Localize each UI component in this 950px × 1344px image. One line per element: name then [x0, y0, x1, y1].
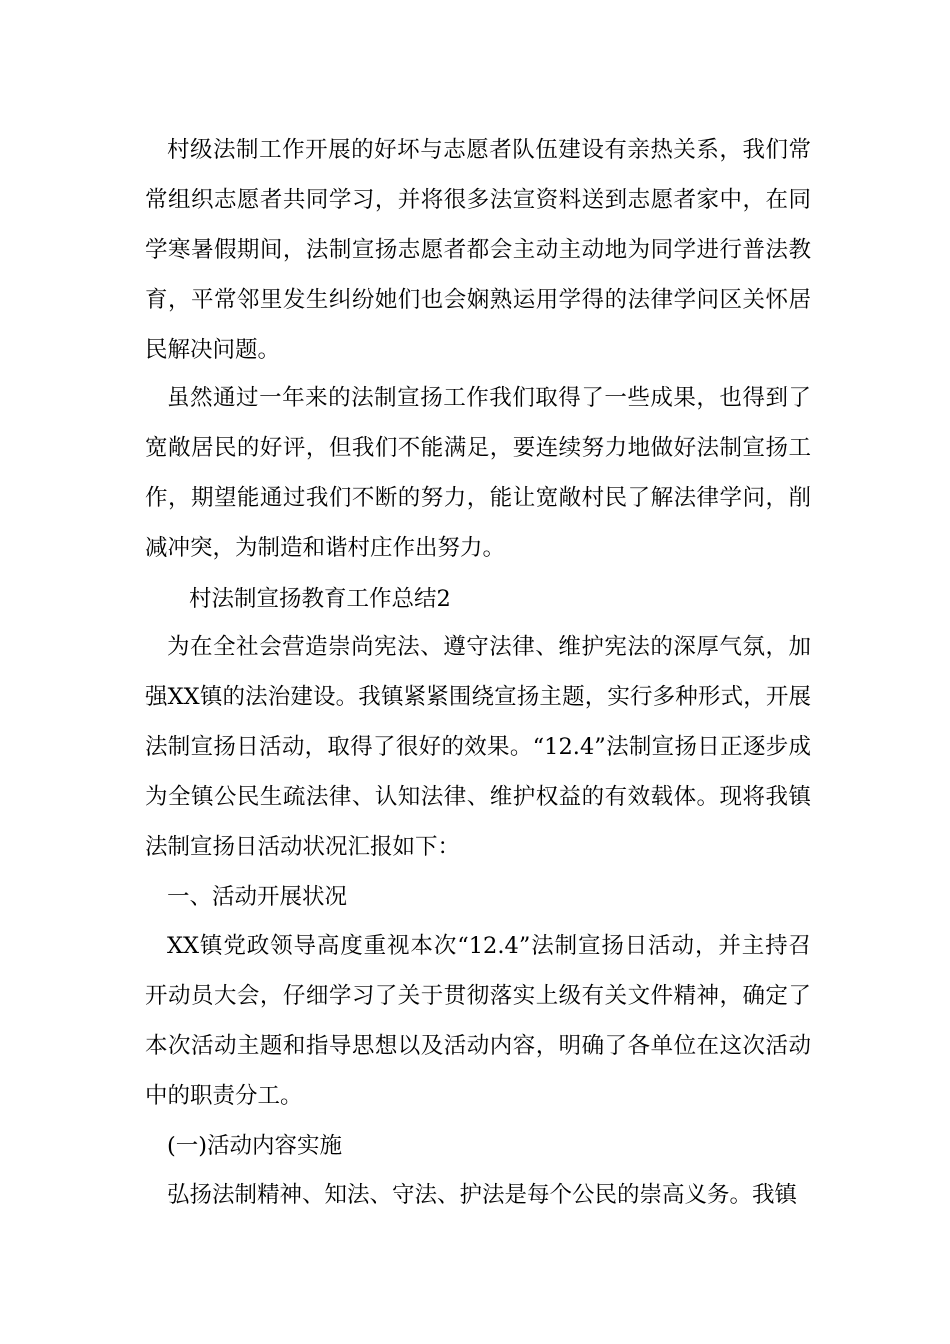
paragraph-legal-atmosphere: 为在全社会营造崇尚宪法、遵守法律、维护宪法的深厚气氛，加强XX镇的法治建设。我镇紧紧围绕宣扬主题，实行多种形式，开展法制宣扬日活动，取得了很好的效果。“12.4”法制宣扬日正逐步成为全镇公民生疏法律、认知法律、维护权益的有效载体。现将我镇法制宣扬日活动状况汇报如下： — [145, 634, 811, 860]
heading-activity-status: 一、活动开展状况 — [167, 884, 348, 910]
heading-activity-content: (一)活动内容实施 — [167, 1133, 343, 1159]
paragraph-legal-spirit: 弘扬法制精神、知法、守法、护法是每个公民的崇高义务。我镇 — [167, 1182, 798, 1208]
paragraph-achievements: 虽然通过一年来的法制宣扬工作我们取得了一些成果，也得到了宽敞居民的好评，但我们不能满足，要连续努力地做好法制宣扬工作，期望能通过我们不断的努力，能让宽敞村民了解法律学问，削减冲突，为制造和谐村庄作出努力。 — [145, 385, 811, 561]
paragraph-volunteer-team: 村级法制工作开展的好坏与志愿者队伍建设有亲热关系，我们常常组织志愿者共同学习，并将很多法宣资料送到志愿者家中，在同学寒暑假期间，法制宣扬志愿者都会主动主动地为同学进行普法教育，平常邻里发生纠纷她们也会娴熟运用学得的法律学问区关怀居民解决问题。 — [145, 137, 811, 363]
section-title-summary-2: 村法制宣扬教育工作总结2 — [189, 586, 451, 612]
paragraph-leadership: XX镇党政领导高度重视本次“12.4”法制宣扬日活动，并主持召开动员大会，仔细学习了关于贯彻落实上级有关文件精神，确定了本次活动主题和指导思想以及活动内容，明确了各单位在这次活动中的职责分工。 — [145, 933, 811, 1109]
